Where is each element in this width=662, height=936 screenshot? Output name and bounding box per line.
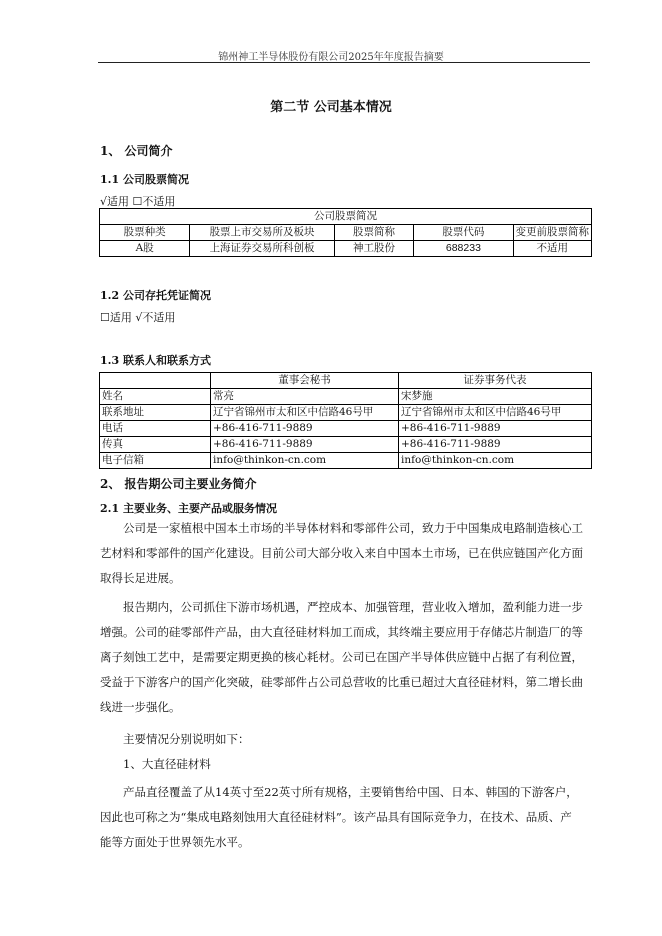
table-cell: +86-416-711-9889 bbox=[399, 437, 592, 453]
column-header bbox=[100, 373, 211, 389]
paragraph-company-intro bbox=[100, 516, 592, 591]
table-cell: 神工股份 bbox=[334, 241, 414, 257]
depositary-applicability: ☐适用 √不适用 bbox=[100, 311, 176, 324]
paragraph-line: 艺材料和零部件的国产化建设。目前公司大部分收入来自中国本土市场，已在供应链国产化方面 bbox=[100, 546, 583, 560]
table-caption: 公司股票简况 bbox=[100, 209, 592, 225]
header-rule bbox=[98, 62, 590, 63]
paragraph-line: 取得长足进展。 bbox=[100, 571, 181, 585]
paragraph-line: 增强。公司的硅零部件产品，由大直径硅材料加工而成，其终端主要应用于存储芯片制造厂的等 bbox=[100, 625, 583, 639]
paragraph-line: 报告期内，公司抓住下游市场机遇，严控成本、加强管理，营业收入增加，盈利能力进一步 bbox=[123, 600, 583, 614]
table-cell: 宋梦施 bbox=[399, 389, 592, 405]
section-title: 第二节 公司基本情况 bbox=[270, 100, 392, 115]
paragraph-line: 公司是一家植根中国本土市场的半导体材料和零部件公司，致力于中国集成电路制造核心工 bbox=[123, 521, 583, 535]
row-label: 传真 bbox=[100, 437, 211, 453]
paragraph-reporting-period bbox=[100, 595, 592, 720]
table-cell: 不适用 bbox=[513, 241, 592, 257]
heading-company-profile: 1、 公司简介 bbox=[100, 144, 173, 158]
table-cell: +86-416-711-9889 bbox=[211, 437, 399, 453]
column-header: 股票种类 bbox=[100, 225, 190, 241]
column-header: 股票代码 bbox=[414, 225, 513, 241]
heading-stock-overview: 1.1 公司股票简况 bbox=[100, 173, 189, 186]
row-label: 联系地址 bbox=[100, 405, 211, 421]
heading-business-overview: 2、 报告期公司主要业务简介 bbox=[100, 477, 257, 491]
row-label: 电子信箱 bbox=[100, 453, 211, 469]
paragraph-line: 离子刻蚀工艺中，是需要定期更换的核心耗材。公司已在国产半导体供应链中占据了有利位置， bbox=[100, 650, 583, 664]
stock-table bbox=[99, 208, 592, 257]
table-cell: info@thinkon-cn.com bbox=[211, 453, 399, 469]
heading-contacts: 1.3 联系人和联系方式 bbox=[100, 354, 211, 367]
column-header: 股票上市交易所及板块 bbox=[190, 225, 334, 241]
paragraph-silicon-material bbox=[100, 780, 592, 855]
table-cell: A股 bbox=[100, 241, 190, 257]
paragraph-line: 产品直径覆盖了从14英寸至22英寸所有规格，主要销售给中国、日本、韩国的下游客户， bbox=[123, 785, 578, 799]
stock-applicability: √适用 ☐不适用 bbox=[100, 195, 176, 208]
row-label: 姓名 bbox=[100, 389, 211, 405]
heading-depositary-receipts: 1.2 公司存托凭证简况 bbox=[100, 289, 211, 302]
heading-main-business: 2.1 主要业务、主要产品或服务情况 bbox=[100, 502, 277, 515]
contact-table bbox=[99, 372, 592, 469]
running-header: 锦州神工半导体股份有限公司2025年年度报告摘要 bbox=[218, 52, 444, 63]
table-cell: 辽宁省锦州市太和区中信路46号甲 bbox=[399, 405, 592, 421]
paragraph-intro-list bbox=[100, 727, 592, 752]
paragraph-line: 受益于下游客户的国产化突破，硅零部件占公司总营收的比重已超过大直径硅材料，第二增长曲 bbox=[100, 675, 583, 689]
column-header: 证券事务代表 bbox=[399, 373, 592, 389]
table-cell: 辽宁省锦州市太和区中信路46号甲 bbox=[211, 405, 399, 421]
table-cell: 688233 bbox=[414, 241, 513, 257]
paragraph-line: 1、大直径硅材料 bbox=[123, 757, 211, 771]
table-cell: 常亮 bbox=[211, 389, 399, 405]
table-cell: 上海证券交易所科创板 bbox=[190, 241, 334, 257]
row-label: 电话 bbox=[100, 421, 211, 437]
column-header: 董事会秘书 bbox=[211, 373, 399, 389]
column-header: 股票简称 bbox=[334, 225, 414, 241]
paragraph-line: 线进一步强化。 bbox=[100, 700, 181, 714]
column-header: 变更前股票简称 bbox=[513, 225, 592, 241]
table-cell: +86-416-711-9889 bbox=[211, 421, 399, 437]
paragraph-item-heading bbox=[100, 752, 592, 777]
table-cell: info@thinkon-cn.com bbox=[399, 453, 592, 469]
paragraph-line: 能等方面处于世界领先水平。 bbox=[100, 835, 250, 849]
paragraph-line: 因此也可称之为“集成电路刻蚀用大直径硅材料”。该产品具有国际竞争力，在技术、品质、产 bbox=[100, 810, 572, 824]
paragraph-line: 主要情况分别说明如下： bbox=[123, 732, 250, 746]
table-cell: +86-416-711-9889 bbox=[399, 421, 592, 437]
